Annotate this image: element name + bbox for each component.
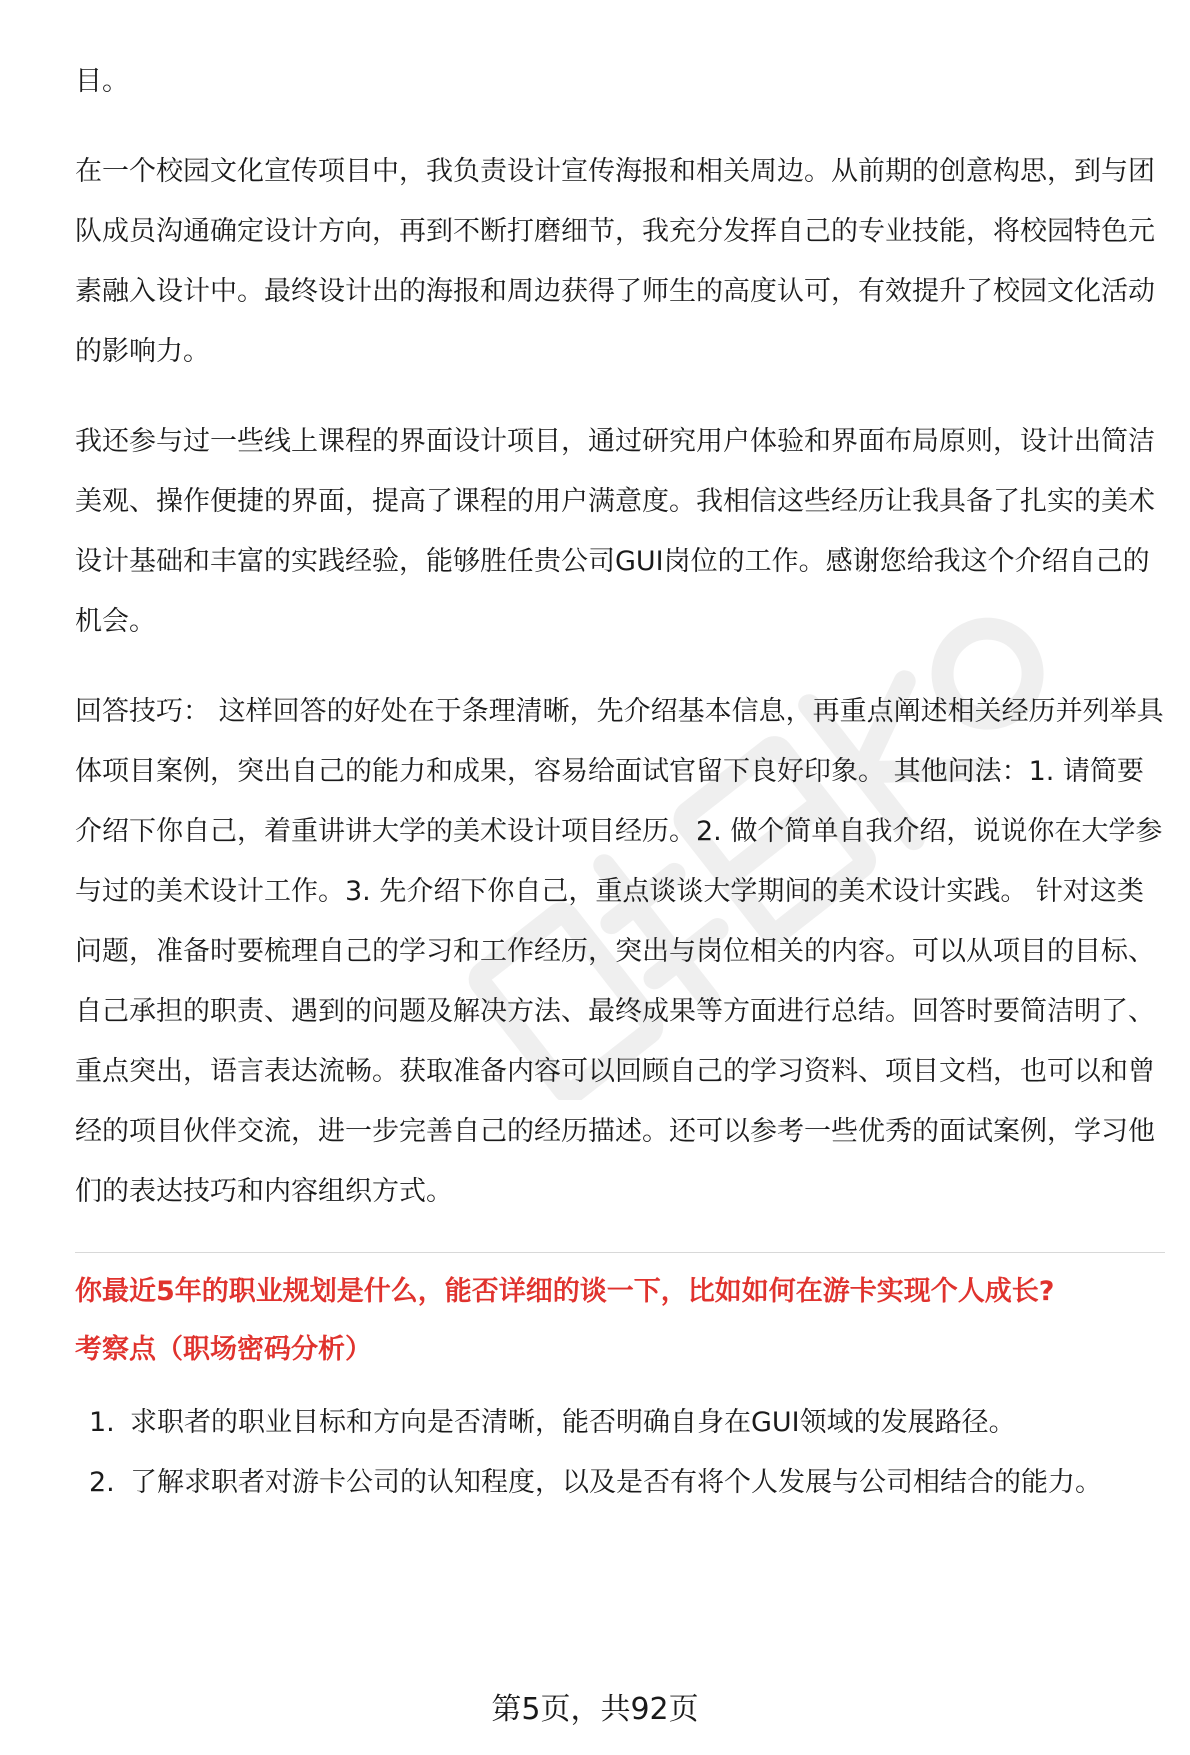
paragraph-answer-tips: 回答技巧： 这样回答的好处在于条理清晰，先介绍基本信息，再重点阐述相关经历并列举具体项目案例，突出自己的能力和成果，容易给面试官留下良好印象。 其他问法：1. 请简要介绍下你自己，着重讲讲大学的美术设计项目经历。2. 做个简单自我介绍，说说你在大学参与过的美术设计工作。3. 先介绍下你自己，重点谈谈大学期间的美术设计实践。 针对这类问题，准备时要梳理自己的学习和工作经历，突出与岗位相关的内容。可以从项目的目标、自己承担的职责、遇到的问题及解决方法、最终成果等方面进行总结。回答时要简洁明了、重点突出，语言表达流畅。获取准备内容可以回顾自己的学习资料、项目文档，也可以和曾经的项目伙伴交流，进一步完善自己的经历描述。还可以参考一些优秀的面试案例，学习他们的表达技巧和内容组织方式。 — [75, 696, 1164, 1207]
section-divider — [75, 1252, 1165, 1253]
document-body — [75, 52, 1165, 1513]
list-item-number: 1. — [89, 1407, 115, 1438]
paragraph-online-course-project: 我还参与过一些线上课程的界面设计项目，通过研究用户体验和界面布局原则，设计出简洁美观、操作便捷的界面，提高了课程的用户满意度。我相信这些经历让我具备了扎实的美术设计基础和丰富的实践经验，能够胜任贵公司GUI岗位的工作。感谢您给我这个介绍自己的机会。 — [75, 426, 1155, 637]
paragraph-continuation: 目。 — [75, 66, 129, 97]
list-item — [75, 1453, 1165, 1513]
page-number-footer: 第5页，共92页 — [491, 1692, 699, 1727]
examination-points-list — [75, 1393, 1165, 1513]
list-item — [75, 1393, 1165, 1453]
list-item-text: 了解求职者对游卡公司的认知程度，以及是否有将个人发展与公司相结合的能力。 — [130, 1467, 1102, 1498]
interview-question: 你最近5年的职业规划是什么，能否详细的谈一下，比如如何在游卡实现个人成长? — [75, 1276, 1055, 1307]
paragraph-campus-project: 在一个校园文化宣传项目中，我负责设计宣传海报和相关周边。从前期的创意构思，到与团队成员沟通确定设计方向，再到不断打磨细节，我充分发挥自己的专业技能，将校园特色元素融入设计中。最终设计出的海报和周边获得了师生的高度认可，有效提升了校园文化活动的影响力。 — [75, 156, 1155, 367]
examination-points-heading: 考察点（职场密码分析） — [75, 1334, 372, 1365]
list-item-text: 求职者的职业目标和方向是否清晰，能否明确自身在GUI领域的发展路径。 — [130, 1407, 1016, 1438]
list-item-number: 2. — [89, 1467, 115, 1498]
